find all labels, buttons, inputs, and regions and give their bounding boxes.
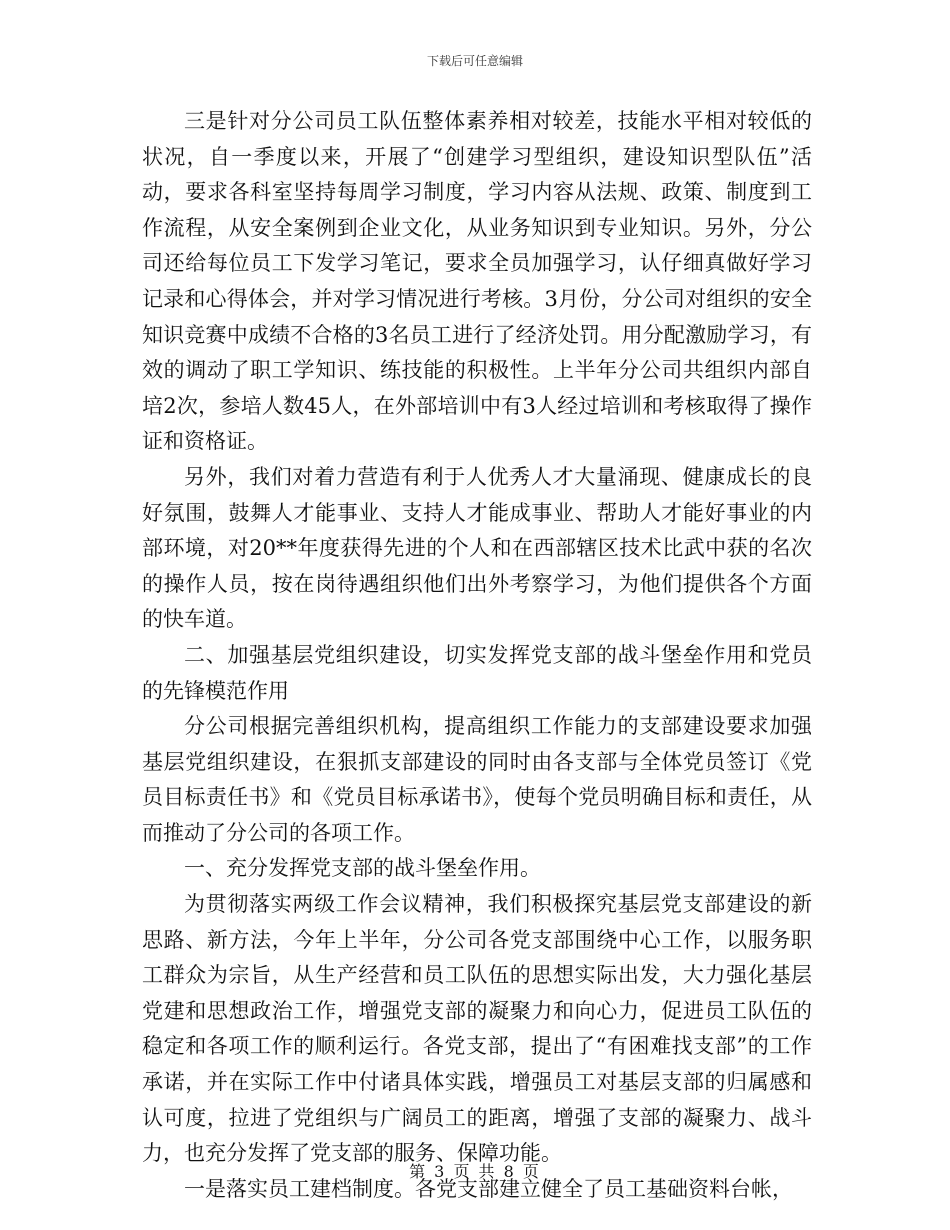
paragraph-work-meeting-spirit: 为贯彻落实两级工作会议精神，我们积极探究基层党支部建设的新思路、新方法，今年上半年，分公司各党支部围绕中心工作，以服务职工群众为宗旨，从生产经营和员工队伍的思想实际出发，大力强化基层党建和思想政治工作，增强党支部的凝聚力和向心力，促进员工队伍的稳定和各项工作的顺利运行。各党支部，提出了“有困难找支部”的工作承诺，并在实际工作中付诸具体实践，增强员工对基层支部的归属感和认可度，拉进了党组织与广阔员工的距离，增强了支部的凝聚力、战斗力，也充分发挥了党支部的服务、保障功能。 <box>142 892 812 1166</box>
page-header: 下载后可任意编辑 <box>426 54 523 68</box>
page-number-footer: 第 3 页 共 8 页 <box>409 1162 541 1181</box>
subheading-party-branch-role: 一、充分发挥党支部的战斗堡垒作用。 <box>184 856 541 881</box>
paragraph-employee-records: 一是落实员工建档制度。各党支部建立健全了员工基础资料台帐， <box>184 1176 793 1201</box>
paragraph-branch-construction: 分公司根据完善组织机构，提高组织工作能力的支部建设要求加强基层党组织建设，在狠抓支部建设的同时由各支部与全体党员签订《党员目标责任书》和《党员目标承诺书》，使每个党员明确目标和责任，从而推动了分公司的各项工作。 <box>142 714 812 845</box>
paragraph-talent-environment: 另外，我们对着力营造有利于人优秀人才大量涌现、健康成长的良好氛围，鼓舞人才能事业、支持人才能成事业、帮助人才能好事业的内部环境，对20**年度获得先进的个人和在西部辖区技术比武中获的名次的操作人员，按在岗待遇组织他们出外考察学习，为他们提供各个方面的快车道。 <box>142 464 812 632</box>
document-body <box>142 104 812 1207</box>
paragraph-skill-training: 三是针对分公司员工队伍整体素养相对较差，技能水平相对较低的状况，自一季度以来，开展了“创建学习型组织，建设知识型队伍”活动，要求各科室坚持每周学习制度，学习内容从法规、政策、制度到工作流程，从安全案例到企业文化，从业务知识到专业知识。另外，分公司还给每位员工下发学习笔记，要求全员加强学习，认仔细真做好学习记录和心得体会，并对学习情况进行考核。3月份，分公司对组织的安全知识竞赛中成绩不合格的3名员工进行了经济处罚。用分配激励学习，有效的调动了职工学知识、练技能的积极性。上半年分公司共组织内部自培2次，参培人数45人，在外部培训中有3人经过培训和考核取得了操作证和资格证。 <box>142 109 812 454</box>
section-heading-party-building: 二、加强基层党组织建设，切实发挥党支部的战斗堡垒作用和党员的先锋模范作用 <box>142 642 812 703</box>
